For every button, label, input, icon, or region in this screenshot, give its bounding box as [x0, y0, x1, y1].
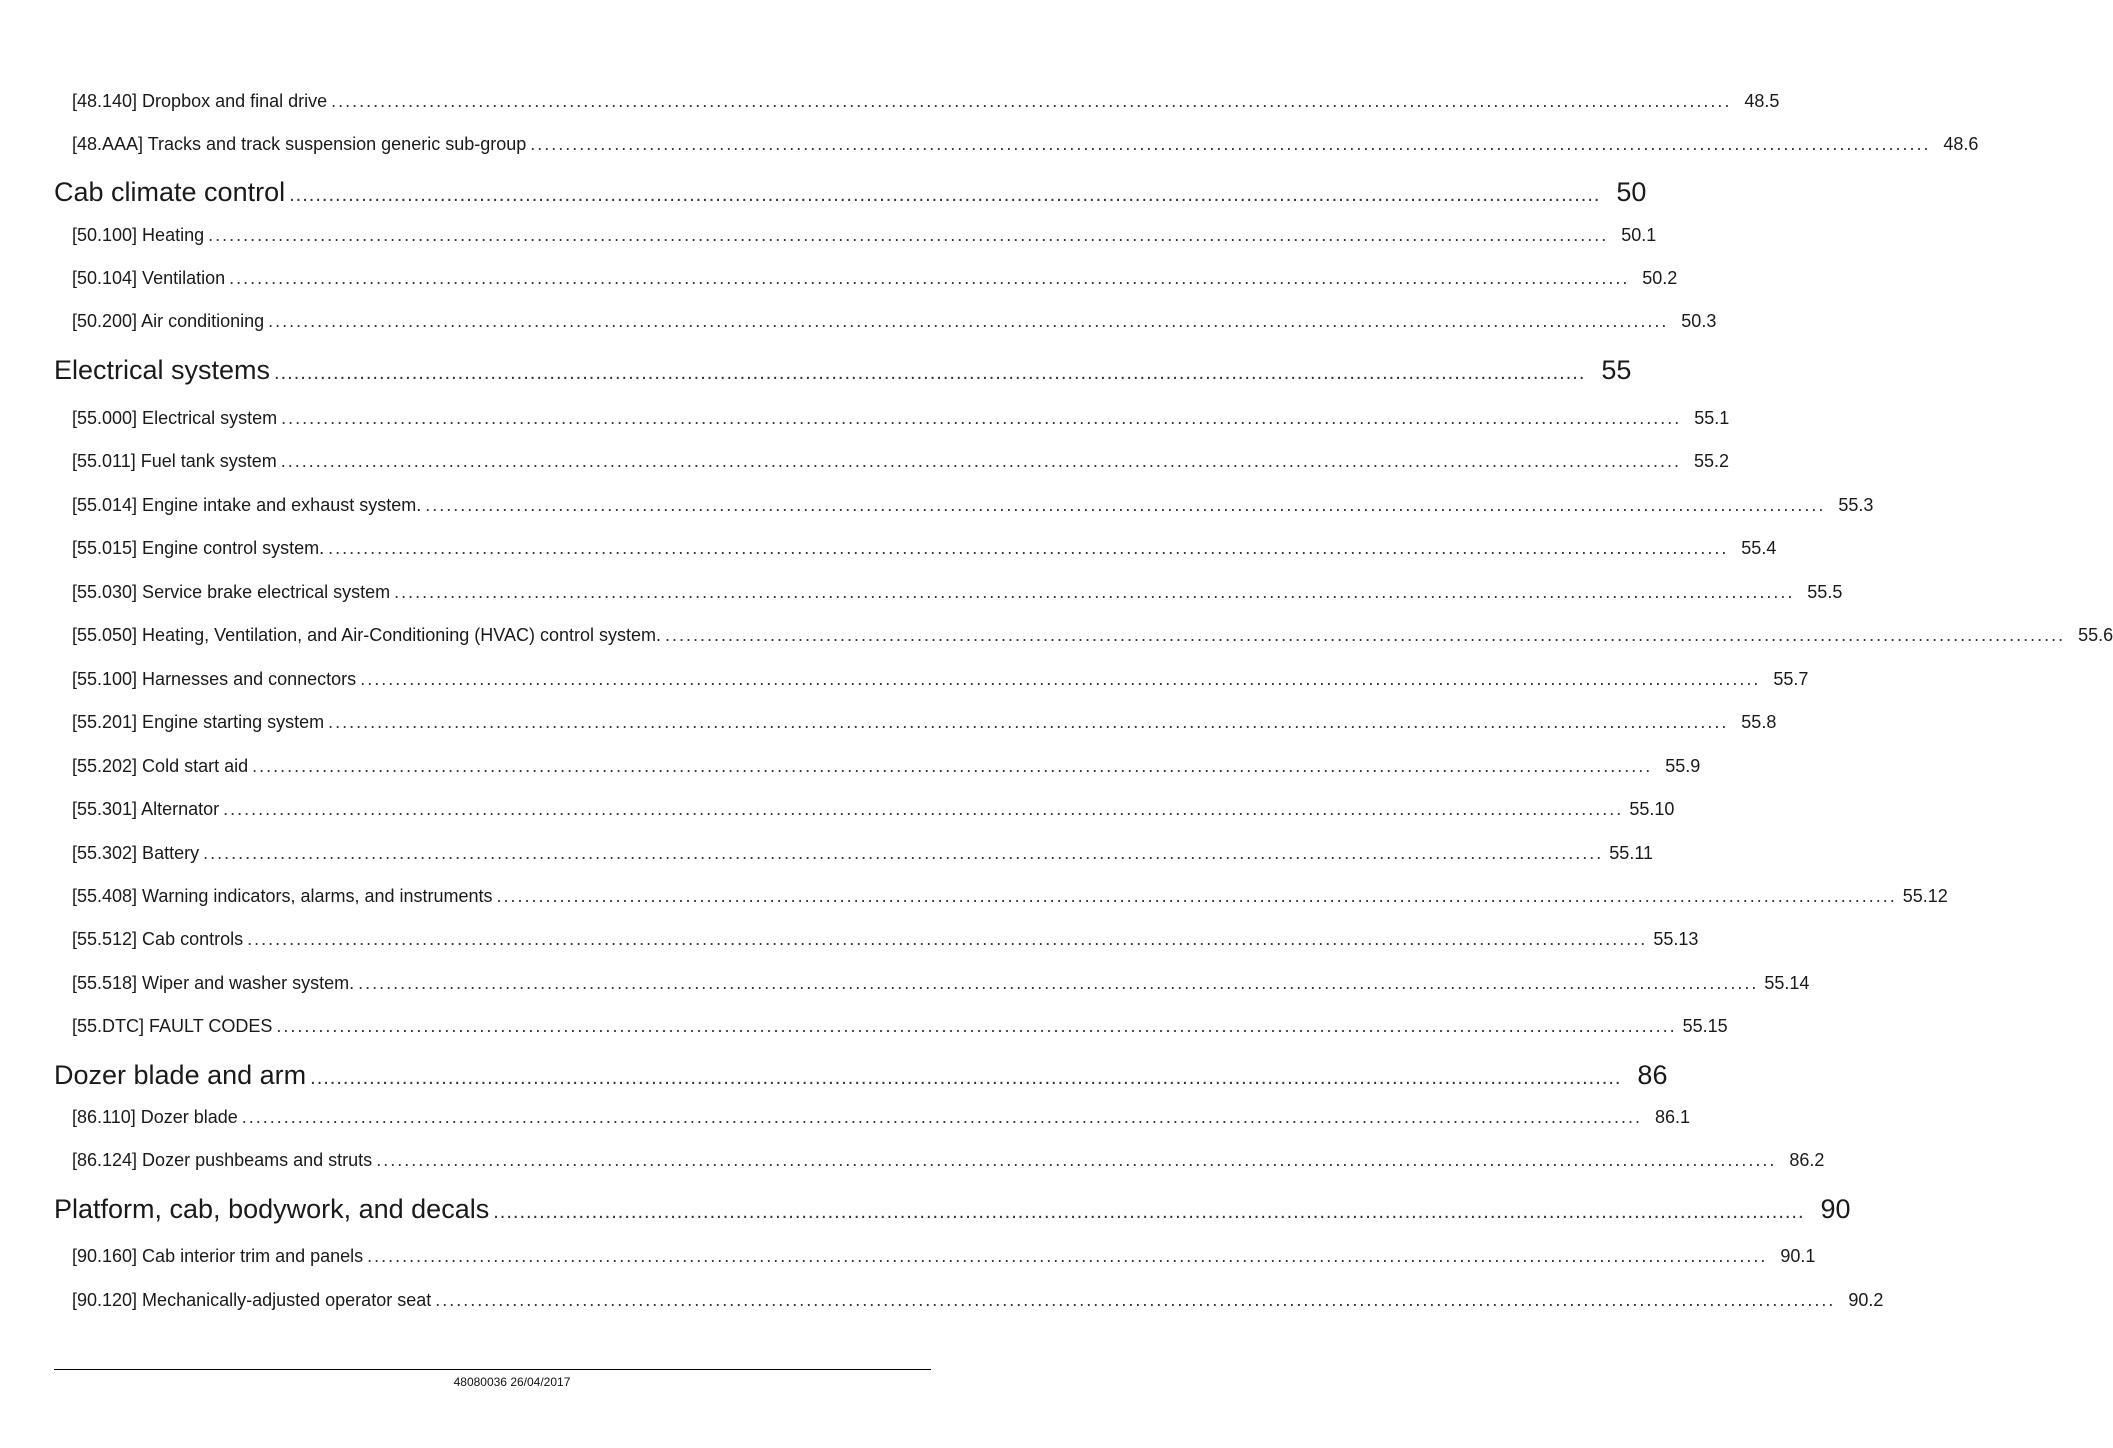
toc-section-page: 50: [1616, 177, 1647, 207]
leader-dots: ........................................................................................................................................................................................................: [247, 929, 1648, 949]
leader-dots: ........................................................................................................................................................................................................: [331, 91, 1732, 111]
toc-section[interactable]: [54, 1058, 1668, 1092]
toc-section-title: Dozer blade and arm: [54, 1060, 307, 1090]
toc-entry-title: [55.014] Engine intake and exhaust system.: [72, 495, 422, 515]
toc-entry[interactable]: [72, 449, 1729, 473]
toc-entry[interactable]: [72, 536, 1777, 560]
toc-entry-title: [90.160] Cab interior trim and panels: [72, 1246, 364, 1266]
toc-entry-title: [86.124] Dozer pushbeams and struts: [72, 1150, 373, 1170]
toc-entry-page: 55.14: [1764, 973, 1810, 993]
toc-entry-page: 55.6: [2078, 625, 2113, 645]
toc-section-page: 55: [1601, 355, 1632, 385]
toc-entry-page: 55.4: [1741, 538, 1777, 558]
toc-entry-page: 86.2: [1789, 1150, 1825, 1170]
toc-section-title: Platform, cab, bodywork, and decals: [54, 1194, 490, 1224]
leader-dots: ........................................................................................................................................................................................................: [274, 362, 1586, 384]
toc-entry-page: 55.9: [1665, 756, 1701, 776]
toc-entry[interactable]: [72, 884, 1948, 908]
toc-entry-page: 48.6: [1943, 134, 1979, 154]
toc-entry[interactable]: [72, 580, 1843, 604]
leader-dots: ........................................................................................................................................................................................................: [358, 973, 1759, 993]
leader-dots: ........................................................................................................................................................................................................: [328, 712, 1729, 732]
toc-entry[interactable]: [72, 266, 1678, 290]
toc-entry[interactable]: [72, 754, 1701, 778]
leader-dots: ........................................................................................................................................................................................................: [360, 669, 1761, 689]
toc-section[interactable]: [54, 175, 1647, 209]
leader-dots: ........................................................................................................................................................................................................: [208, 225, 1609, 245]
toc-entry-page: 55.11: [1609, 843, 1654, 863]
toc-entry-title: [90.120] Mechanically-adjusted operator seat: [72, 1290, 432, 1310]
toc-entry-title: [55.408] Warning indicators, alarms, and instruments: [72, 886, 493, 906]
toc-entry[interactable]: [72, 927, 1699, 951]
leader-dots: ........................................................................................................................................................................................................: [268, 311, 1669, 331]
toc-entry[interactable]: [72, 797, 1675, 821]
toc-entry-page: 48.5: [1744, 91, 1780, 111]
toc-entry-title: [55.301] Alternator: [72, 799, 220, 819]
toc-entry-title: [55.100] Harnesses and connectors: [72, 669, 357, 689]
leader-dots: ........................................................................................................................................................................................................: [496, 886, 1897, 906]
leader-dots: ........................................................................................................................................................................................................: [281, 408, 1682, 428]
leader-dots: ........................................................................................................................................................................................................: [435, 1290, 1836, 1310]
toc-entry-title: [48.AAA] Tracks and track suspension generic sub-group: [72, 134, 527, 154]
toc-entry-title: [86.110] Dozer blade: [72, 1107, 238, 1127]
leader-dots: ........................................................................................................................................................................................................: [664, 625, 2066, 645]
toc-entry[interactable]: [72, 667, 1809, 691]
toc-entry-page: 55.12: [1902, 886, 1948, 906]
toc-entry[interactable]: [72, 493, 1874, 517]
toc-entry-title: [50.104] Ventilation: [72, 268, 226, 288]
toc-entry-title: [55.000] Electrical system: [72, 408, 278, 428]
toc-entry-page: 90.2: [1848, 1290, 1884, 1310]
leader-dots: ........................................................................................................................................................................................................: [203, 843, 1604, 863]
leader-dots: ........................................................................................................................................................................................................: [276, 1016, 1677, 1036]
footer-doc-number: 48080036 26/04/2017: [453, 1375, 571, 1389]
toc-entry[interactable]: [72, 1244, 1816, 1268]
toc-entry[interactable]: [72, 1148, 1825, 1172]
toc-entry[interactable]: [72, 841, 1654, 865]
toc-entry-title: [55.015] Engine control system.: [72, 538, 325, 558]
toc-entry-title: [55.011] Fuel tank system: [72, 451, 277, 471]
leader-dots: ........................................................................................................................................................................................................: [530, 134, 1931, 154]
leader-dots: ........................................................................................................................................................................................................: [425, 495, 1826, 515]
toc-entry-title: [55.202] Cold start aid: [72, 756, 249, 776]
toc-entry[interactable]: [72, 406, 1730, 430]
toc-section[interactable]: [54, 353, 1632, 387]
toc-entry-title: [55.DTC] FAULT CODES: [72, 1016, 273, 1036]
leader-dots: ........................................................................................................................................................................................................: [367, 1246, 1768, 1266]
toc-entry-page: 86.1: [1654, 1107, 1690, 1127]
toc-entry[interactable]: [72, 623, 2113, 647]
toc-entry[interactable]: [72, 89, 1780, 113]
toc-entry-page: 50.3: [1681, 311, 1717, 331]
leader-dots: ........................................................................................................................................................................................................: [493, 1201, 1805, 1223]
leader-dots: ........................................................................................................................................................................................................: [328, 538, 1729, 558]
toc-entry[interactable]: [72, 309, 1717, 333]
toc-entry[interactable]: [72, 971, 1810, 995]
leader-dots: ........................................................................................................................................................................................................: [229, 268, 1630, 288]
leader-dots: ........................................................................................................................................................................................................: [223, 799, 1624, 819]
toc-entry[interactable]: [72, 132, 1979, 156]
toc-section-page: 86: [1637, 1060, 1668, 1090]
leader-dots: ........................................................................................................................................................................................................: [394, 582, 1795, 602]
toc-entry-page: 90.1: [1780, 1246, 1816, 1266]
toc-entry[interactable]: [72, 223, 1657, 247]
toc-entry-page: 55.15: [1682, 1016, 1728, 1036]
toc-entry-title: [48.140] Dropbox and final drive: [72, 91, 328, 111]
leader-dots: ........................................................................................................................................................................................................: [376, 1150, 1777, 1170]
toc-entry-page: 55.5: [1807, 582, 1843, 602]
toc-entry-page: 50.2: [1642, 268, 1678, 288]
toc-entry-title: [55.201] Engine starting system: [72, 712, 325, 732]
toc-entry[interactable]: [72, 1105, 1690, 1129]
toc-entry[interactable]: [72, 1014, 1728, 1038]
toc-entry-title: [55.030] Service brake electrical system: [72, 582, 391, 602]
toc-entry-title: [50.200] Air conditioning: [72, 311, 265, 331]
toc-entry-page: 50.1: [1621, 225, 1657, 245]
leader-dots: ........................................................................................................................................................................................................: [241, 1107, 1642, 1127]
toc-entry-page: 55.1: [1694, 408, 1730, 428]
toc-entry[interactable]: [72, 710, 1777, 734]
footer-divider: [54, 1369, 931, 1370]
leader-dots: ........................................................................................................................................................................................................: [252, 756, 1653, 776]
leader-dots: ........................................................................................................................................................................................................: [310, 1067, 1622, 1089]
toc-entry-page: 55.8: [1741, 712, 1777, 732]
toc-section[interactable]: [54, 1192, 1851, 1226]
toc-entry-page: 55.3: [1838, 495, 1874, 515]
toc-entry-title: [50.100] Heating: [72, 225, 205, 245]
toc-entry-title: [55.302] Battery: [72, 843, 200, 863]
toc-entry-page: 55.2: [1693, 451, 1729, 471]
leader-dots: ........................................................................................................................................................................................................: [289, 184, 1601, 206]
toc-entry-page: 55.10: [1629, 799, 1675, 819]
toc-entry-page: 55.13: [1653, 929, 1699, 949]
toc-entry-title: [55.512] Cab controls: [72, 929, 244, 949]
leader-dots: ........................................................................................................................................................................................................: [280, 451, 1681, 471]
toc-section-title: Electrical systems: [54, 355, 271, 385]
toc-entry-title: [55.050] Heating, Ventilation, and Air-Conditioning (HVAC) control system.: [72, 625, 661, 645]
toc-section-title: Cab climate control: [54, 177, 286, 207]
toc-entry-page: 55.7: [1773, 669, 1809, 689]
toc-entry-title: [55.518] Wiper and washer system.: [72, 973, 355, 993]
toc-section-page: 90: [1820, 1194, 1851, 1224]
toc-entry[interactable]: [72, 1288, 1884, 1312]
